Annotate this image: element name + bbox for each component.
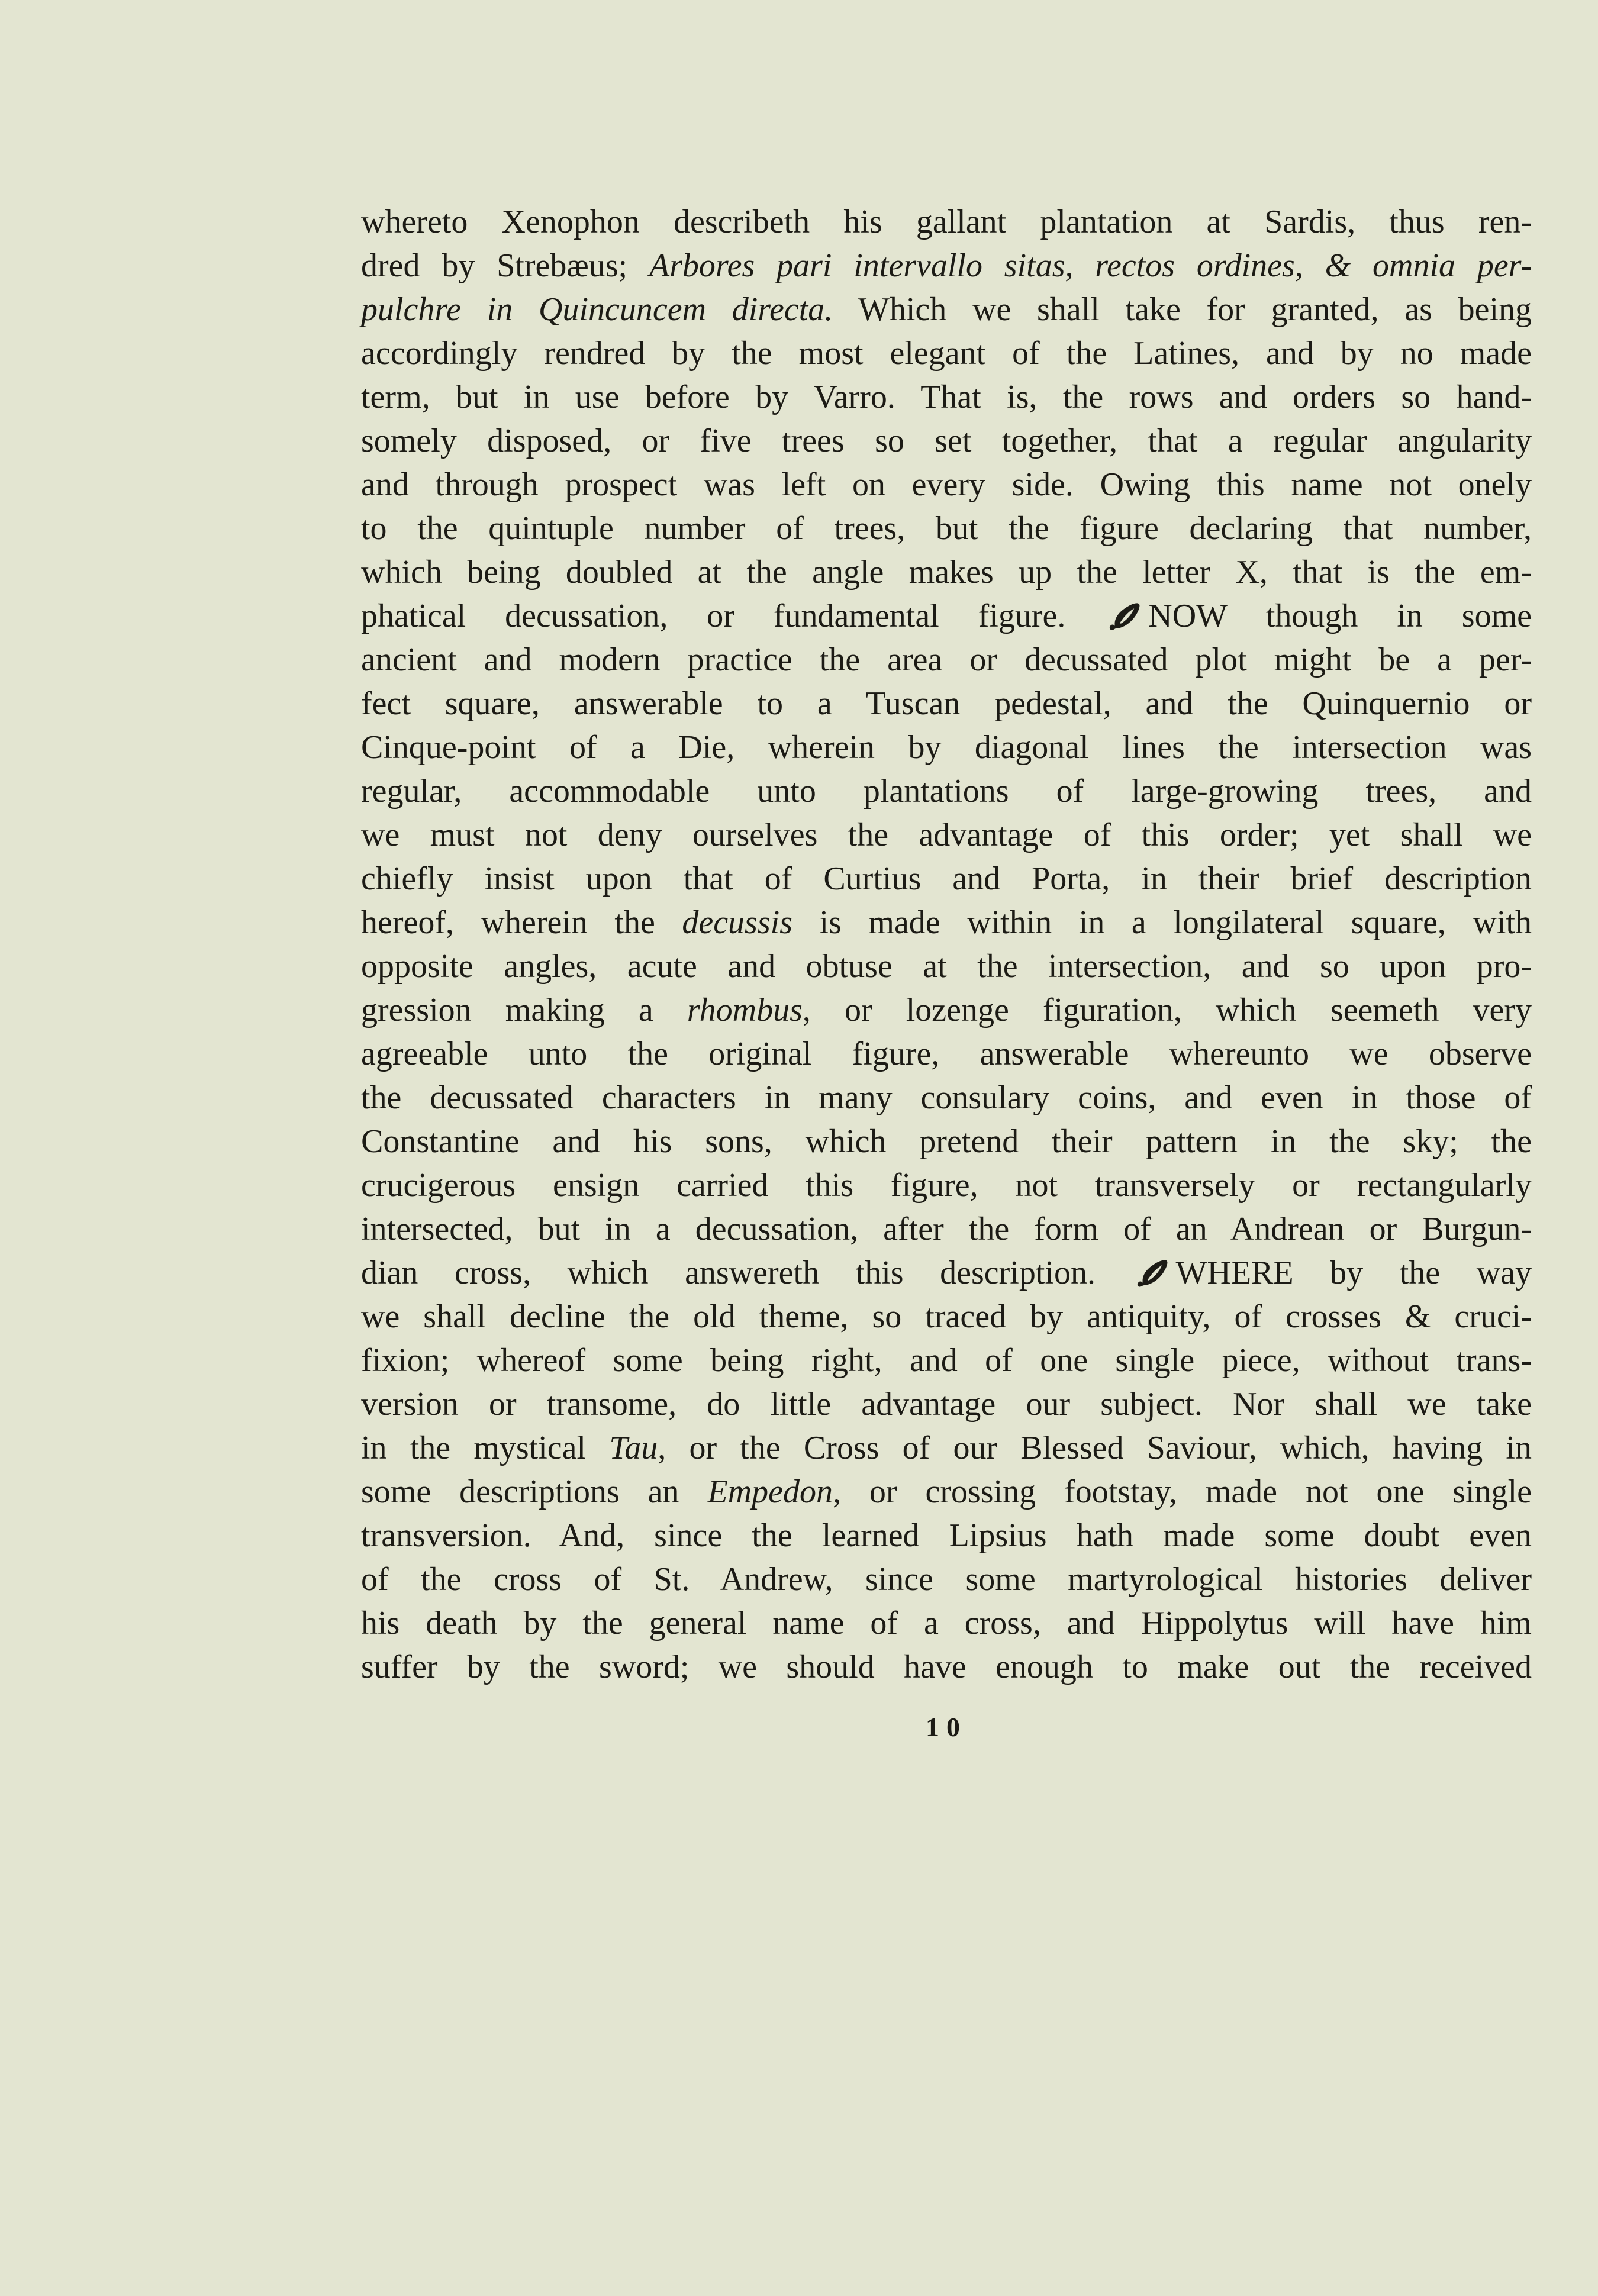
text-segment: , or the Cross of our Blessed Saviour, which, having in: [658, 1430, 1532, 1466]
text-segment: , or lozenge figuration, which seemeth very: [802, 992, 1532, 1028]
text-segment: dred by Strebæus;: [361, 247, 649, 284]
text-line: [361, 1076, 1532, 1120]
text-line: [361, 813, 1532, 857]
text-line: [361, 463, 1532, 507]
italic-segment: Tau: [609, 1430, 658, 1466]
text-segment: which being doubled at the angle makes up the letter X, that is the em-: [361, 554, 1532, 591]
hedera-leaf-icon: [1136, 1255, 1169, 1291]
text-line: [361, 419, 1532, 463]
text-line: [361, 1426, 1532, 1470]
text-segment: somely disposed, or five trees so set together, that a regular angularity: [361, 423, 1532, 459]
text-segment: the decussated characters in many consulary coins, and even in those of: [361, 1079, 1532, 1116]
text-line: [361, 288, 1532, 331]
text-segment: in the mystical: [361, 1430, 610, 1466]
text-segment: version or transome, do little advantage our subject. Nor shall we take: [361, 1386, 1532, 1423]
text-segment: to the quintuple number of trees, but the figure declaring that number,: [361, 510, 1532, 547]
text-line: [361, 769, 1532, 813]
italic-segment: Arbores pari intervallo sitas, rectos ordines, & omnia per-: [649, 247, 1532, 284]
page-number: 10: [926, 1712, 967, 1742]
text-segment: suffer by the sword; we should have enough to make out the received: [361, 1649, 1532, 1685]
text-line: [361, 244, 1532, 288]
text-line: [361, 1514, 1532, 1557]
text-line: [361, 375, 1532, 419]
text-line: [361, 857, 1532, 901]
text-line: [361, 1032, 1532, 1076]
text-segment: fect square, answerable to a Tuscan pedestal, and the Quinquernio or: [361, 685, 1532, 722]
text-segment: gression making a: [361, 992, 687, 1028]
text-segment: WHERE by the way: [1175, 1255, 1532, 1291]
text-segment: regular, accommodable unto plantations of large-growing trees, and: [361, 773, 1532, 810]
text-segment: chiefly insist upon that of Curtius and Porta, in their brief description: [361, 860, 1532, 897]
text-line: [361, 988, 1532, 1032]
text-segment: crucigerous ensign carried this figure, not transversely or rectangularly: [361, 1167, 1532, 1204]
text-segment: fixion; whereof some being right, and of one single piece, without trans-: [361, 1342, 1532, 1379]
text-line: [361, 1207, 1532, 1251]
text-segment: dian cross, which answereth this description.: [361, 1255, 1132, 1291]
text-line: [361, 1557, 1532, 1601]
text-line: [361, 1295, 1532, 1339]
text-line: [361, 1251, 1532, 1295]
text-line: [361, 1163, 1532, 1207]
text-line: [361, 594, 1532, 638]
text-line: [361, 550, 1532, 594]
text-line: [361, 1645, 1532, 1689]
text-line: [361, 200, 1532, 244]
italic-segment: pulchre in Quincuncem directa.: [361, 291, 833, 328]
body-text: [361, 200, 1532, 1689]
text-segment: Constantine and his sons, which pretend their pattern in the sky; the: [361, 1123, 1532, 1160]
text-line: [361, 1339, 1532, 1382]
text-line: [361, 1120, 1532, 1163]
text-segment: whereto Xenophon describeth his gallant plantation at Sardis, thus ren-: [361, 204, 1532, 240]
text-segment: agreeable unto the original figure, answerable whereunto we observe: [361, 1036, 1532, 1072]
italic-segment: Empedon: [707, 1473, 833, 1510]
text-line: [361, 1470, 1532, 1514]
text-segment: accordingly rendred by the most elegant of the Latines, and by no made: [361, 335, 1532, 372]
text-segment: we must not deny ourselves the advantage of this order; yet shall we: [361, 817, 1532, 853]
text-segment: intersected, but in a decussation, after the form of an Andrean or Burgun-: [361, 1211, 1532, 1247]
text-line: [361, 1382, 1532, 1426]
text-segment: phatical decussation, or fundamental figure.: [361, 598, 1105, 634]
text-line: [361, 944, 1532, 988]
text-segment: is made within in a longilateral square, with: [792, 904, 1532, 941]
text-line: [361, 1601, 1532, 1645]
text-segment: term, but in use before by Varro. That is, the rows and orders so hand-: [361, 379, 1532, 415]
text-segment: and through prospect was left on every side. Owing this name not onely: [361, 466, 1532, 503]
text-line: [361, 901, 1532, 944]
italic-segment: decussis: [682, 904, 792, 941]
text-line: [361, 725, 1532, 769]
text-line: [361, 331, 1532, 375]
hedera-leaf-icon: [1108, 598, 1141, 634]
text-segment: his death by the general name of a cross, and Hippolytus will have him: [361, 1605, 1532, 1642]
text-line: [361, 638, 1532, 682]
text-segment: , or crossing footstay, made not one single: [832, 1473, 1532, 1510]
text-line: [361, 682, 1532, 725]
text-segment: opposite angles, acute and obtuse at the intersection, and so upon pro-: [361, 948, 1532, 985]
text-segment: ancient and modern practice the area or decussated plot might be a per-: [361, 641, 1532, 678]
text-segment: NOW though in some: [1148, 598, 1532, 634]
text-segment: we shall decline the old theme, so traced by antiquity, of crosses & cruci-: [361, 1298, 1532, 1335]
text-segment: Which we shall take for granted, as being: [833, 291, 1532, 328]
text-segment: of the cross of St. Andrew, since some martyrological histories deliver: [361, 1561, 1532, 1598]
text-segment: transversion. And, since the learned Lipsius hath made some doubt even: [361, 1517, 1532, 1554]
text-segment: some descriptions an: [361, 1473, 708, 1510]
text-line: [361, 507, 1532, 550]
text-segment: Cinque-point of a Die, wherein by diagonal lines the intersection was: [361, 729, 1532, 766]
text-segment: hereof, wherein the: [361, 904, 682, 941]
italic-segment: rhombus: [687, 992, 803, 1028]
